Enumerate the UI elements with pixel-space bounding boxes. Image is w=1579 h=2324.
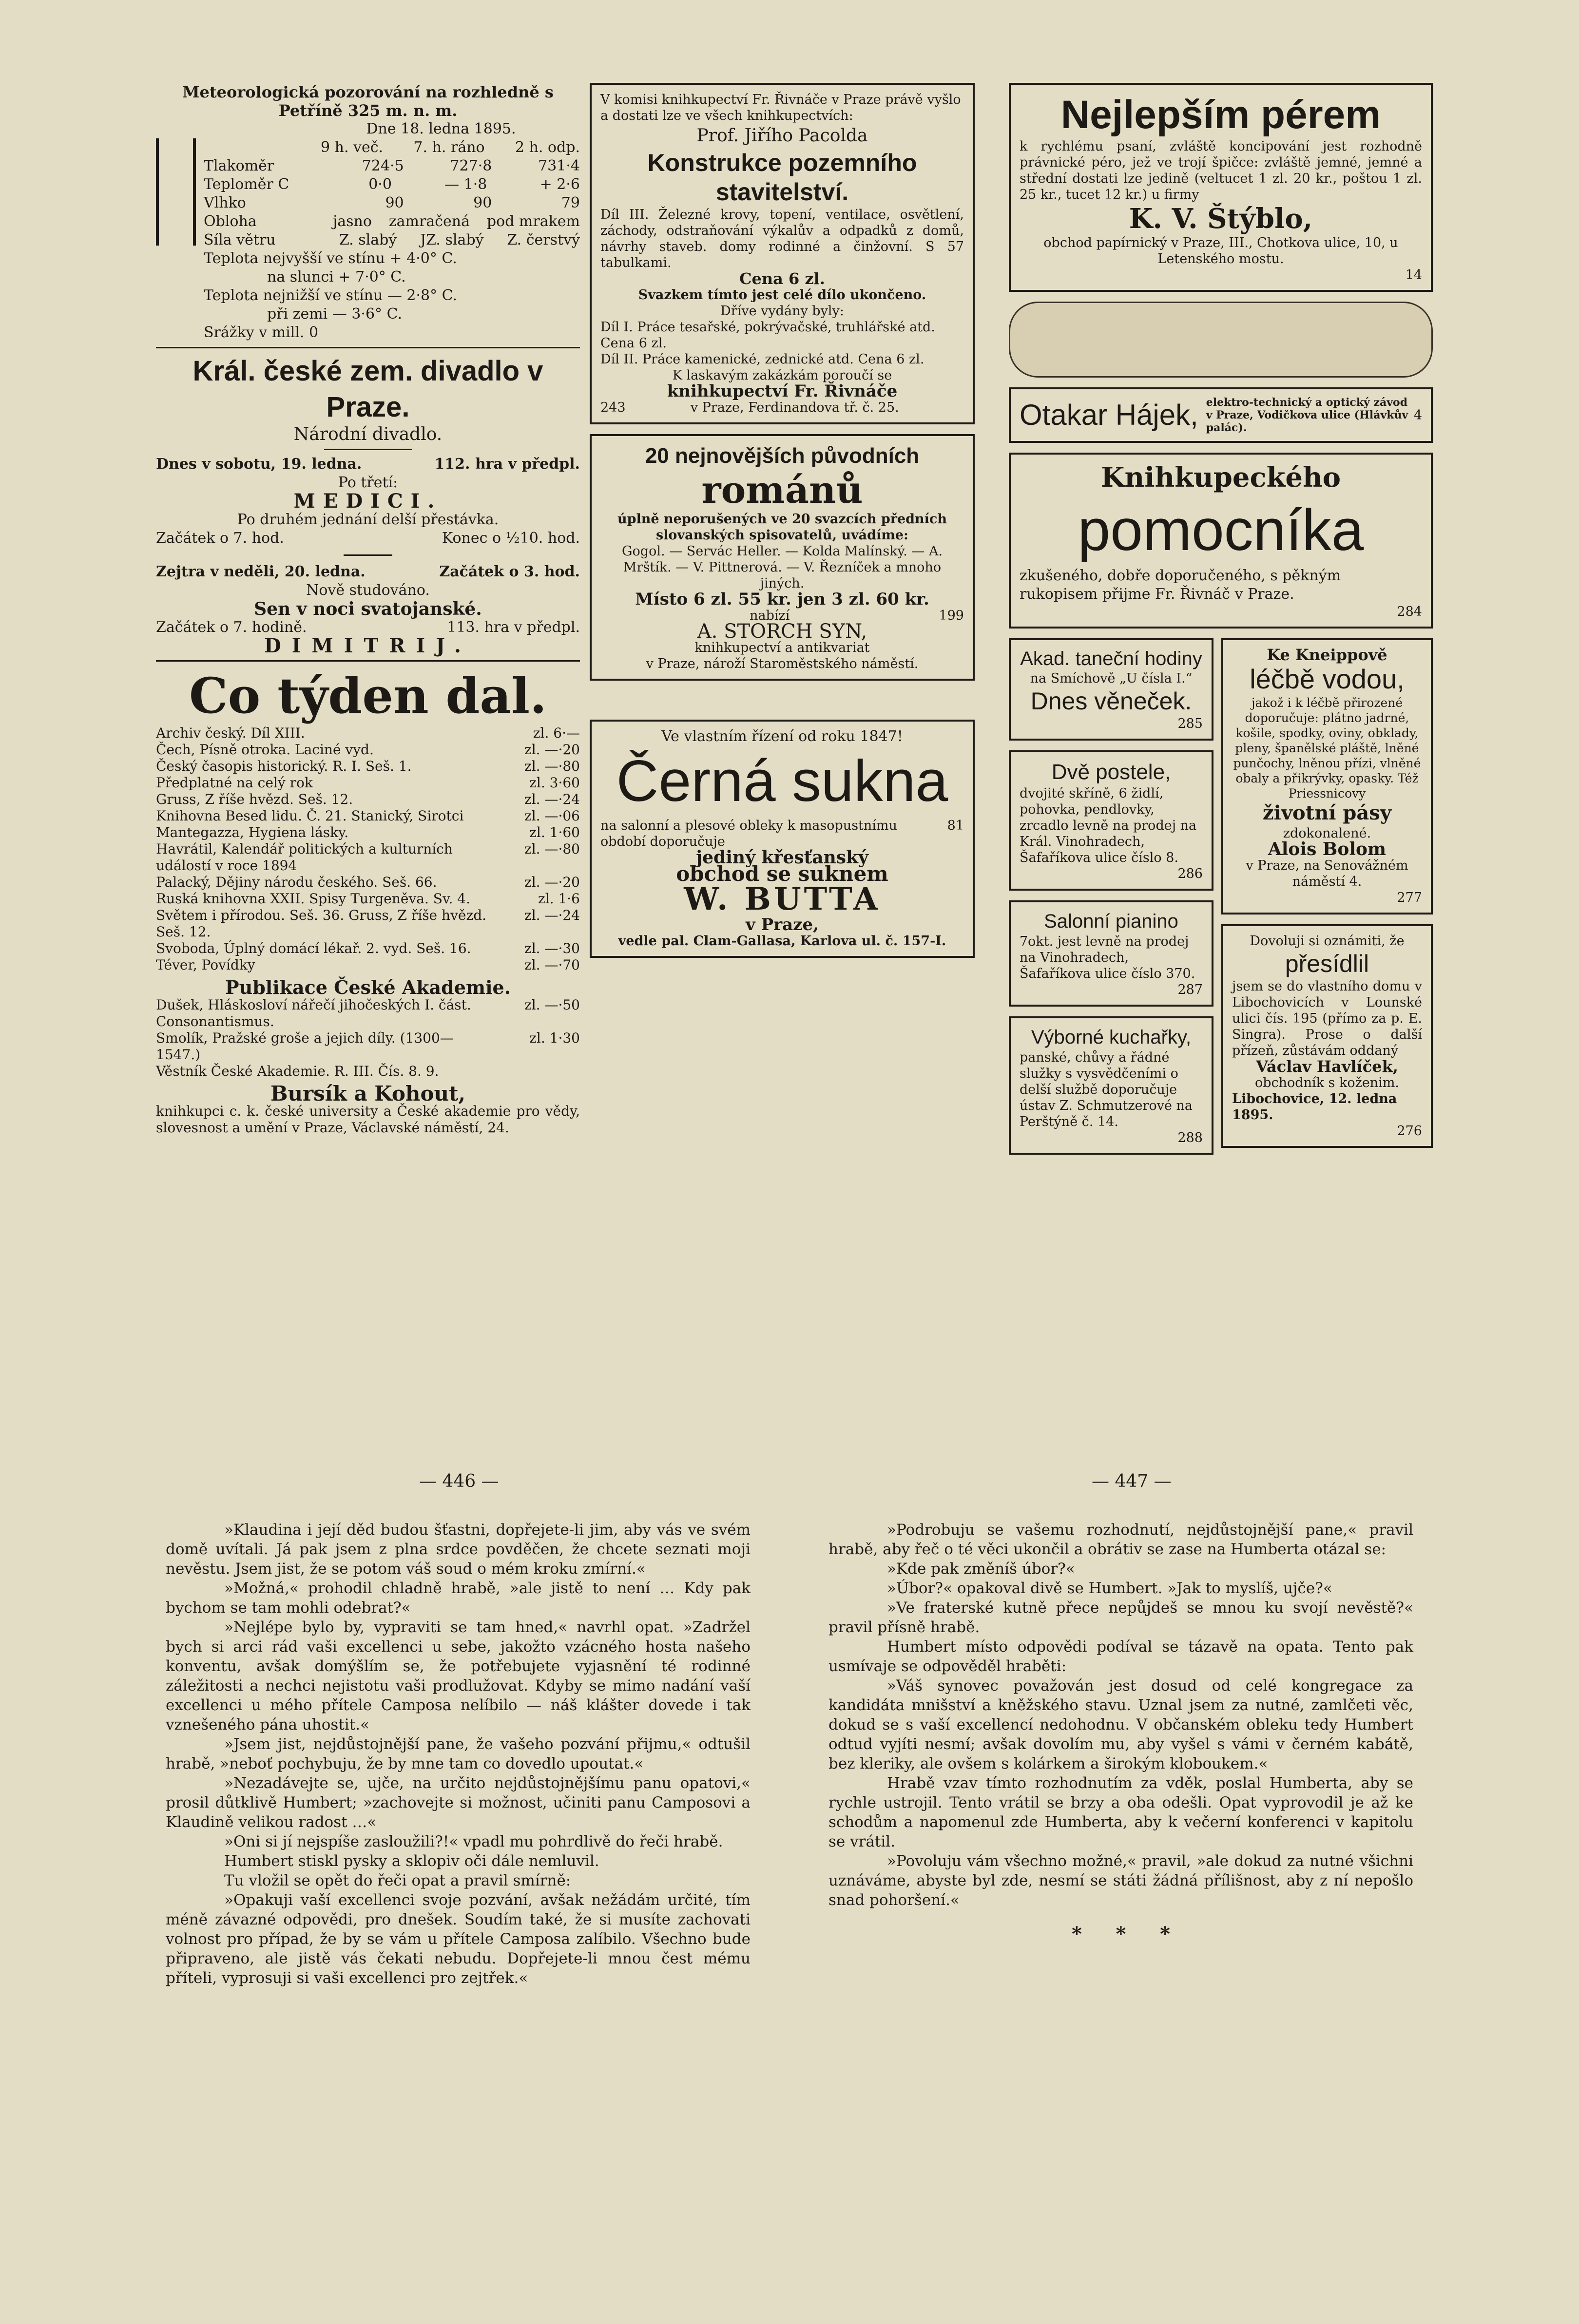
ad-number: 277	[1397, 890, 1422, 905]
ad-number: 284	[1397, 604, 1422, 619]
ad-text: v Praze,	[746, 915, 819, 934]
ad-number: 288	[1177, 1130, 1203, 1145]
week-title: Co týden dal.	[189, 667, 547, 724]
page-number-right: — 447 —	[1092, 1471, 1172, 1491]
ad-address: vedle pal. Clam-Gallasa, Karlova ul. č. 157-I.	[618, 933, 946, 949]
paragraph: »Povoluju vám všechno možné,« pravil, »ale dokud za nutné všichni uznáváme, abyste byl zde, nesmí se státi žádná přílišnost, aby z ní nepošlo snad pohoršení.«	[828, 1852, 1413, 1909]
ad-number: 286	[1177, 866, 1203, 881]
ad-number: 4	[1413, 407, 1422, 423]
paragraph: Tu vložil se opět do řeči opat a pravil smírně:	[224, 1872, 571, 1889]
theatre-today-no: 112. hra v předpl.	[434, 456, 580, 473]
ad-title: Dvě postele,	[1051, 760, 1171, 784]
pub-title: Publikace České Akademie.	[225, 976, 511, 998]
list-item: Dušek, Hláskosloví nářečí jihočeských I. část. Consonantismus. zl. —·50	[156, 997, 580, 1029]
ad-text: dvojité skříně, 6 židlí, pohovka, pendlovky, zrcadlo levně na prodej na Král. Vinohradech, Šafaříkova ulice číslo 8.	[1020, 786, 1197, 865]
ad-text: obchod se suknem	[676, 862, 888, 886]
ad-title: 20 nejnovějších původních	[645, 444, 920, 468]
paragraph: »Opakuji vaší excellenci svoje pozvání, avšak nežádám určité, tím méně závazné odpovědi, pro dnešek. Soudím také, že si musíte zachovati volnost pro případ, že by se vám u přítele Camposa zalíbilo. Všechno bude připraveno, ale jistě vás čekati nebudu. Dopřejete-li mnou čest mému příteli, vyprosuji si vaši excellenci pro zejtřek.«	[166, 1891, 751, 1987]
newspaper-page	[146, 83, 1433, 2256]
paragraph: »Ve fraterské kutně přece nepůjdeš se mnou ku svojí nevěstě?« pravil přísně hrabě.	[828, 1599, 1413, 1636]
list-item: Předplatné na celý rok zl. 3·60	[156, 775, 580, 791]
meteo-extreme: při zemi — 3·6° C.	[267, 305, 403, 323]
ad-dance	[1009, 638, 1213, 741]
ad-headline: životní pásy	[1262, 801, 1392, 824]
meteo-time: 9 h. več.	[321, 139, 384, 156]
paragraph: »Nejlépe bylo by, vypraviti se tam hned,« navrhl opat. »Zadržel bych si arci rád vaši excellenci u sebe, jakožto vzácného hosta našeho konventu, avšak domýšlím se, že potřebujete vyjasnění té rodinné záležitosti a nechci nejistotu vaši prodlužovat. Kdyby se mimo nadání vaší excellenci u mého přítele Camposa nelíbilo — náš klášter dovede i tak vznešeného pána uhostit.«	[166, 1619, 751, 1733]
ad-text: na salonní a plesové obleky k masopustnímu období doporučuje	[600, 818, 897, 849]
ad-text: knihkupectví a antikvariat	[694, 640, 870, 655]
meteo-extreme: Teplota nejnižší ve stínu — 2·8° C.	[204, 287, 458, 304]
ad-number: 81	[947, 818, 964, 833]
ad-text: Díl II. Práce kamenické, zednické atd. Cena 6 zl.	[600, 352, 924, 367]
ad-text: Díl I. Práce tesařské, pokrývačské, truhlářské atd. Cena 6 zl.	[600, 320, 935, 351]
firm-bursik-text: knihkupci c. k. české university a České akademie pro vědy, slovesnost a umění v Praze, Václavské náměstí, 24.	[156, 1103, 580, 1136]
column-left	[156, 83, 580, 1136]
meteo-date: Dne 18. ledna 1895.	[366, 120, 516, 137]
ad-text: Dovoluji si oznámiti, že	[1250, 933, 1405, 949]
ad-firm: K. V. Štýblo,	[1129, 203, 1313, 235]
paragraph: »Váš synovec považován jest dosud od celé kongregace za kandidáta mnišství a kněžského stavu. Uznal jsem za nutné, zamlčeti věc, dokud se s vaší excellencí nedohodnu. V občanském obleku tedy Humbert odtud vyjíti nesmí; avšak dovolím mu, aby vyšel s vámi v černém kabátě, bez kleriky, ale ovšem s kolárkem a širokým kloboukem.«	[828, 1677, 1413, 1772]
firm-bursik: Bursík a Kohout,	[270, 1082, 466, 1105]
ad-text: nabízí	[750, 608, 790, 623]
ad-text: jakož i k léčbě přirozené doporučuje: plátno jadrné, košile, spodky, oviny, obklady, pleny, španělské pláště, lněné punčochy, lněnou přízi, vlněné obaly a přikrývky, opasky. Též Priessnicovy	[1233, 696, 1421, 800]
ad-pomocnik	[1009, 453, 1433, 629]
ad-address: v Praze, nároží Staroměstského náměstí.	[646, 656, 919, 671]
meteo-row: Vlhko 90 90 79	[204, 194, 580, 211]
column-right	[1009, 83, 1433, 1164]
ad-headline: Nejlepším pérem	[1060, 93, 1381, 137]
ad-price: Cena 6 zl.	[739, 269, 825, 288]
ad-text: obchodník s koženim.	[1254, 1075, 1400, 1090]
meteo-row: Obloha jasno zamračená pod mrakem	[204, 213, 580, 230]
paragraph: »Možná,« prohodil chladně hrabě, »ale jistě to není … Kdy pak bychom se tam mohli odebrat?«	[166, 1580, 751, 1617]
ad-number: 276	[1397, 1124, 1422, 1139]
paragraph: »Klaudina i její děd budou šťastni, dopřejete-li jim, aby vás ve svém domě uvítali. Já pak jsem z plna srdce povděčen, že chcete seznati moji nevěstu. Jsem jist, že se potom váš soud o mém kroku zmírní.«	[166, 1521, 751, 1578]
paragraph: Hrabě vzav tímto rozhodnutím za vděk, poslal Humberta, aby se rychle ustrojil. Tento vrátil se brzy a oba odešli. Opat vyprovodil je až ke schodům a napomenul zde Humberta, aby k večerní konferenci v kapitolu se vrátil.	[828, 1774, 1413, 1850]
ad-number: 243	[600, 400, 626, 415]
theatre-play3-no: 113. hra v předpl.	[447, 619, 580, 636]
paragraph: Humbert stiskl pysky a sklopiv oči dále nemluvil.	[224, 1852, 599, 1870]
paragraph: »Podrobuju se vašemu rozhodnutí, nejdůstojnější pane,« pravil hrabě, aby řeč o té věci ukončil a obrátiv se zase na Humberta otázal se:	[828, 1521, 1413, 1558]
ad-number: 199	[939, 608, 964, 623]
paragraph: »Nezadávejte se, ujče, na určito nejdůstojnějšímu panu opatovi,« prosil důtklivě Humbert; »zachovejte si možnost, učiniti panu Camposovi a Klaudině velikou radost …«	[166, 1774, 751, 1831]
meteo-time: 2 h. odp.	[515, 139, 580, 156]
ad-move	[1221, 924, 1433, 1148]
meteo-row: Teploměr C 0·0 — 1·8 + 2·6	[204, 176, 580, 193]
section-stars: * * *	[1071, 1923, 1170, 1945]
list-item: Mantegazza, Hygiena lásky. zl. 1·60	[156, 824, 580, 840]
ad-firm: W. BUTTA	[684, 881, 881, 917]
list-item: Smolík, Pražské groše a jejich díly. (1300—1547.) zl. 1·30	[156, 1030, 580, 1063]
ad-headline: Černá sukna	[616, 748, 948, 814]
ad-title: Konstrukce pozemního stavitelství.	[647, 149, 917, 206]
week-list	[156, 725, 580, 973]
meteo-title: Meteorologická pozorování na rozhledně s Petříně 325 m. n. m.	[182, 83, 554, 120]
paragraph: »Oni si jí nejspíše zasloužili?!« vpadl mu pohrdlivě do řeči hrabě.	[224, 1833, 723, 1850]
list-item: Světem i přírodou. Seš. 36. Gruss, Z říše hvězd. Seš. 12. zl. —·24	[156, 907, 580, 940]
story-column-right	[828, 1520, 1413, 1944]
paragraph: »Jsem jist, nejdůstojnější pane, že vašeho pozvání přijmu,« odtušil hrabě, »neboť pochybuju, že by mne tam co dovedlo upoutat.«	[166, 1735, 751, 1772]
list-item: Svoboda, Úplný domácí lékař. 2. vyd. Seš. 16. zl. —·30	[156, 940, 580, 956]
ad-text: Ve vlastním řízení od roku 1847!	[661, 728, 903, 745]
meteo-table	[204, 138, 580, 342]
ad-text: zkušeného, dobře doporučeného, s pěkným rukopisem přijme Fr. Řivnáč v Praze.	[1020, 567, 1341, 603]
ad-text: Knihkupeckého	[1100, 461, 1341, 494]
ad-headline: přesídlil	[1285, 950, 1369, 977]
ad-text: Dříve vydány byly:	[720, 304, 844, 319]
list-item: Český časopis historický. R. I. Seš. 1. zl. —·80	[156, 758, 580, 774]
ad-text: Libochovice, 12. ledna 1895.	[1232, 1091, 1397, 1123]
ad-text: Gogol. — Servác Heller. — Kolda Malínský. — A. Mrštík. — V. Pittnerová. — V. Řezníček a mnoho jiných.	[621, 544, 943, 591]
meteo-extreme: Srážky v mill. 0	[204, 324, 319, 341]
list-item: Věstník České Akademie. R. III. Čís. 8. 9.	[156, 1063, 439, 1079]
ad-headline: románů	[701, 468, 863, 512]
decorative-banner	[1009, 302, 1433, 378]
meteo-row: Tlakoměr 724·5 727·8 731·4	[204, 157, 580, 174]
list-item: Knihovna Besed lidu. Č. 21. Stanický, Sirotci zl. —·06	[156, 808, 580, 824]
ad-text: V komisi knihkupectví Fr. Řivnáče v Praze právě vyšlo a dostati lze ve všech knihkupectvích:	[600, 92, 961, 123]
paragraph: »Úbor?« opakoval divě se Humbert. »Jak to myslíš, ujče?«	[887, 1580, 1332, 1597]
ad-title: Akad. taneční hodiny	[1020, 648, 1202, 669]
theatre-end1: Konec o ½10. hod.	[442, 530, 580, 547]
theatre-start1: Začátek o 7. hod.	[156, 530, 284, 547]
ad-text: Díl III. Železné krovy, topení, ventilace, osvětlení, záchody, odstraňování výkalův a odpadků z domů, návrhy staveb. domy rodinné a činžovní. S 57 tabulkami.	[600, 207, 964, 270]
ad-firm: Alois Bolom	[1268, 839, 1386, 859]
ad-headline: Dnes věneček.	[1030, 687, 1192, 715]
ad-headline: léčbě vodou,	[1250, 664, 1405, 694]
ad-sukna	[590, 720, 975, 958]
theatre-today: Dnes v sobotu, 19. ledna.	[156, 456, 362, 473]
ad-title: Výborné kuchařky,	[1031, 1027, 1192, 1048]
petrin-tower-icon	[156, 138, 196, 246]
ad-author: Prof. Jiřího Pacolda	[696, 126, 868, 146]
ad-headline: pomocníka	[1078, 497, 1364, 563]
ad-piano	[1009, 900, 1213, 1007]
ad-text: zdokonalené.	[1283, 826, 1371, 841]
theatre-third: Po třetí:	[338, 474, 398, 491]
paragraph: Humbert místo odpovědi podíval se tázavě na opata. Tento pak usmívaje se odpověděl hraběti:	[828, 1638, 1413, 1675]
list-item: Čech, Písně otroka. Laciné vyd. zl. —·20	[156, 742, 580, 758]
ad-text: panské, chůvy a řádné služky s vysvědčeními o delší službě doporučuje ústav Z. Schmutzerové na Perštýně č. 14.	[1020, 1050, 1193, 1129]
ad-text: elektro-technický a optický závod v Praze, Vodičkova ulice (Hlávkův palác).	[1206, 396, 1408, 434]
ad-address: obchod papírnický v Praze, III., Chotkova ulice, 10, u Letenského mostu.	[1043, 235, 1398, 267]
theatre-note1: Po druhém jednání delší přestávka.	[237, 511, 499, 528]
theatre-subtitle: Národní divadlo.	[293, 424, 443, 444]
list-item: Téver, Povídky zl. —·70	[156, 957, 580, 973]
theatre-play1: MEDICI.	[293, 490, 443, 513]
ad-number: 285	[1177, 716, 1203, 731]
story-column-left	[166, 1520, 751, 1988]
column-middle	[590, 83, 975, 968]
ad-pacold	[590, 83, 975, 424]
ad-text: jediný křesťanský	[696, 847, 868, 868]
meteo-row: Síla větru Z. slabý JZ. slabý Z. čerstvý	[204, 231, 580, 248]
page-number-left: — 446 —	[419, 1471, 499, 1491]
meteo-extreme: Teplota nejvyšší ve stínu + 4·0° C.	[204, 250, 457, 267]
theatre-title: Král. české zem. divadlo v Praze.	[193, 355, 543, 423]
list-item: Havrátil, Kalendář politických a kulturních událostí v roce 1894 zl. —·80	[156, 841, 580, 874]
ad-number: 287	[1177, 982, 1203, 997]
ad-address: v Praze, na Senovážném náměstí 4.	[1246, 858, 1408, 889]
ad-number: 14	[1405, 267, 1422, 283]
meteo-time: 7. h. ráno	[413, 139, 485, 156]
ad-kneipp	[1221, 638, 1433, 914]
meteo-extreme: na slunci + 7·0° C.	[267, 268, 406, 286]
theatre-start2: Začátek o 3. hod.	[439, 563, 580, 580]
ad-styblo	[1009, 83, 1433, 292]
list-item: Archiv český. Díl XIII. zl. 6·—	[156, 725, 580, 741]
ad-text: jsem se do vlastního domu v Libochovicích v Lounské ulici čís. 195 (přímo za p. E. Singra). Prose o další přízeň, zůstávám oddaný	[1232, 979, 1422, 1058]
ad-title: Salonní pianino	[1044, 911, 1178, 932]
ad-price: Místo 6 zl. 55 kr. jen 3 zl. 60 kr.	[635, 590, 929, 609]
ad-text: 7okt. jest levně na prodej na Vinohradech, Šafaříkova ulice číslo 370.	[1020, 934, 1195, 981]
ad-hajek	[1009, 387, 1433, 443]
ad-firm: Václav Havlíček,	[1256, 1057, 1398, 1076]
ad-kuchar	[1009, 1016, 1213, 1155]
theatre-new: Nově studováno.	[306, 582, 430, 599]
ad-romans	[590, 434, 975, 681]
ad-address: v Praze, Ferdinandova tř. č. 25.	[690, 400, 899, 415]
theatre-tomorrow: Zejtra v neděli, 20. ledna.	[156, 563, 366, 580]
ad-text: úplně neporušených ve 20 svazcích předních slovanských spisovatelů, uvádíme:	[617, 512, 947, 543]
theatre-play2: Sen v noci svatojanské.	[254, 599, 482, 619]
ad-postele	[1009, 750, 1213, 891]
ad-text: Svazkem tímto jest celé dílo ukončeno.	[638, 287, 926, 303]
list-item: Gruss, Z říše hvězd. Seš. 12. zl. —·24	[156, 791, 580, 807]
ad-text: na Smíchově „U čísla I.“	[1030, 671, 1193, 686]
ad-text: K laskavým zakázkám poroučí se	[672, 368, 892, 383]
ad-text: k rychlému psaní, zvláště koncipování jest rozhodně právnické péro, jež ve trojí špičce: zvláště jemné, jemné a střední dostati lze jedině (veltucet 1 zl. 20 kr., poštou 1 zl. 25 kr., tucet 12 kr.) u firmy	[1020, 139, 1422, 202]
paragraph: »Kde pak změníš úbor?«	[887, 1560, 1075, 1578]
ad-firm: Otakar Hájek,	[1020, 399, 1198, 431]
list-item: Palacký, Dějiny národu českého. Seš. 66. zl. —·20	[156, 874, 580, 890]
theatre-start3: Začátek o 7. hodině.	[156, 619, 307, 636]
theatre-play3: DIMITRIJ.	[264, 634, 472, 657]
ad-firm: knihkupectví Fr. Řivnáče	[667, 381, 898, 401]
ad-firm: A. STORCH SYN,	[697, 620, 867, 643]
ad-text: Ke Kneippově	[1267, 646, 1387, 664]
list-item: Ruská knihovna XXII. Spisy Turgeněva. Sv. 4. zl. 1·6	[156, 891, 580, 907]
